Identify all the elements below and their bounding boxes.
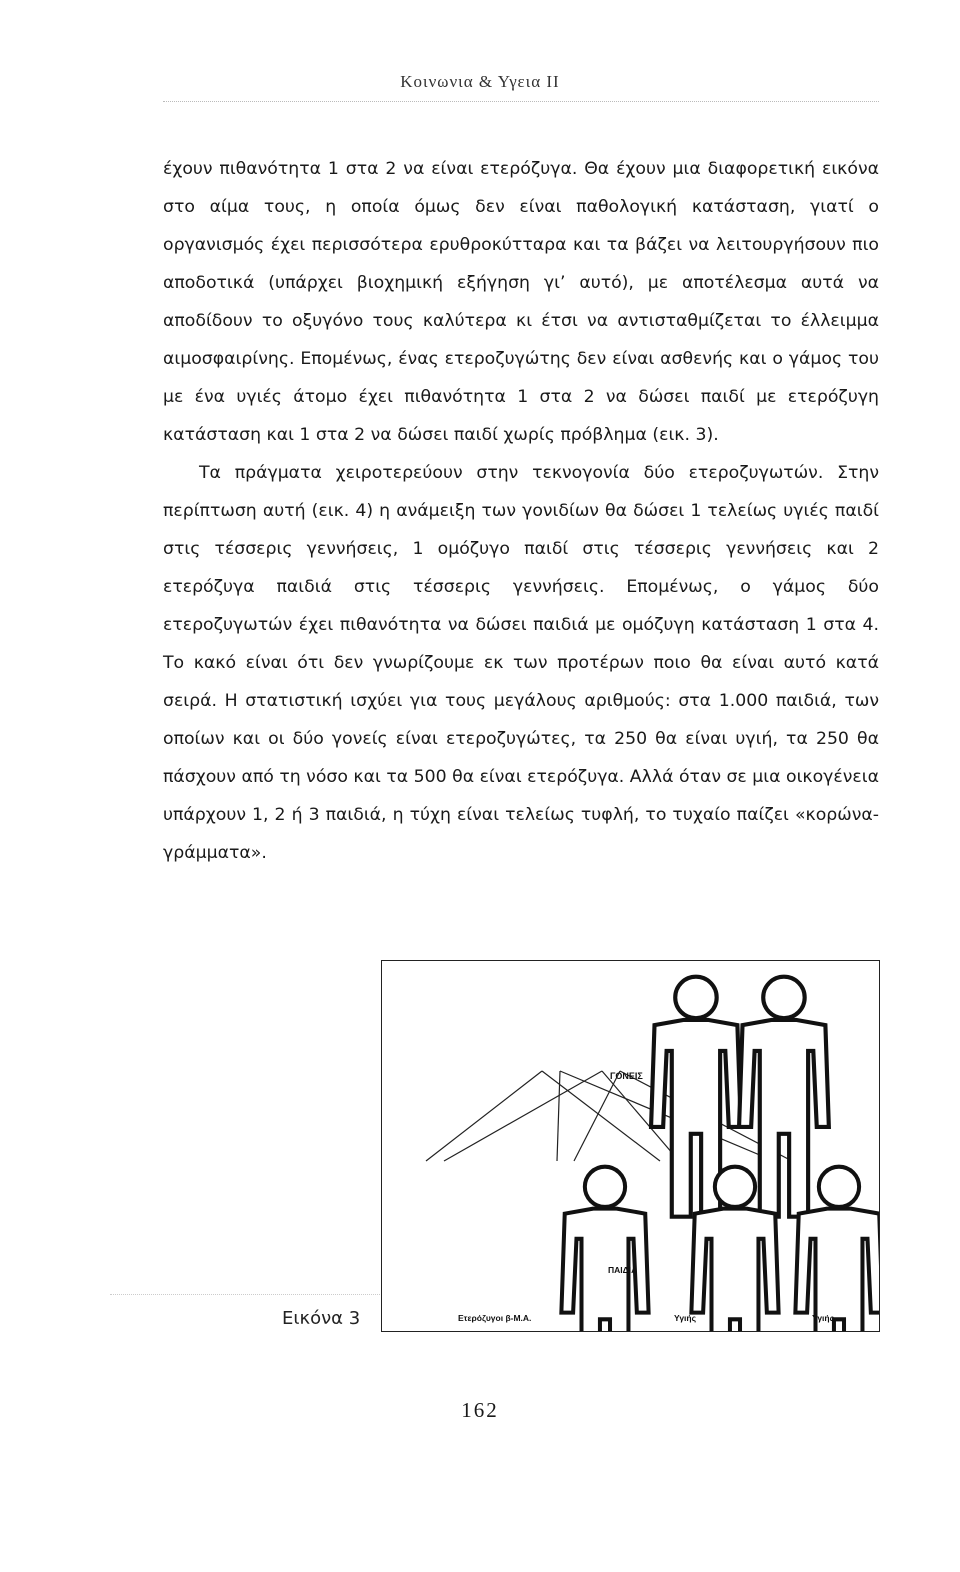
figure-pedigree-diagram <box>381 960 880 1332</box>
children-label: ΠΑΙΔΙΑ <box>608 1265 638 1275</box>
parents-label: ΓΟΝΕΙΣ <box>610 1071 643 1081</box>
child-figure-carrier-1 <box>561 1167 648 1331</box>
page-number: 162 <box>461 1398 499 1422</box>
running-header: Κοινωνια & Υγεια ΙΙ <box>400 72 560 91</box>
figure-caption: Εικόνα 3 <box>282 1308 361 1329</box>
child-label-healthy-2: Υγιής <box>812 1313 835 1323</box>
caption-divider <box>110 1294 380 1295</box>
child-label-healthy-1: Υγιής <box>674 1313 697 1323</box>
header-divider <box>163 101 879 102</box>
body-text <box>163 150 879 872</box>
paragraph-1: έχουν πιθανότητα 1 στα 2 να είναι ετερόζυγα. Θα έχουν μια διαφορετική εικόνα στο αίμα τους, η οποία όμως δεν είναι παθολογική κατάσταση, γιατί ο οργανισμός έχει περισσότερα ερυθροκύτταρα και τα βάζει να λειτουργήσουν πιο αποδοτικά (υπάρχει βιοχημική εξήγηση γι’ αυτό), με αποτέλεσμα αυτά να αποδίδουν το οξυγόνο τους καλύτερα κι έτσι να αντισταθμίζεται το έλλειμμα αιμοσφαιρίνης. Επομένως, ένας ετεροζυγώτης δεν είναι ασθενής και ο γάμος του με ένα υγιές άτομο έχει πιθανότητα 1 στα 2 να δώσει παιδί με ετερόζυγη κατάσταση και 1 στα 2 να δώσει παιδί χωρίς πρόβλημα (εικ. 3). <box>163 159 879 445</box>
paragraph-2: Τα πράγματα χειροτερεύουν στην τεκνογονία δύο ετεροζυγωτών. Στην περίπτωση αυτή (εικ. 4) η ανάμειξη των γονιδίων θα δώσει 1 τελείως υγιές παιδί στις τέσσερις γεννήσεις, 1 ομόζυγο παιδί στις τέσσερις γεννήσεις και 2 ετερόζυγα παιδιά στις τέσσερις γεννήσεις. Επομένως, ο γάμος δύο ετεροζυγωτών έχει πιθανότητα να δώσει παιδιά με ομόζυγη κατάσταση 1 στα 4. Το κακό είναι ότι δεν γνωρίζουμε εκ των προτέρων ποιο θα είναι αυτό κατά σειρά. Η στατιστική ισχύει για τους μεγάλους αριθμούς: στα 1.000 παιδιά, των οποίων και οι δύο γονείς είναι ετεροζυγώτες, τα 250 θα είναι υγιή, τα 250 θα πάσχουν από τη νόσο και τα 500 θα είναι ετερόζυγα. Αλλά όταν σε μια οικογένεια υπάρχουν 1, 2 ή 3 παιδιά, η τύχη είναι τελείως τυφλή, το τυχαίο παίζει «κορώνα-γράμματα». <box>163 463 879 863</box>
child-label-carriers: Ετερόζυγοι β-Μ.Α. <box>458 1313 532 1323</box>
